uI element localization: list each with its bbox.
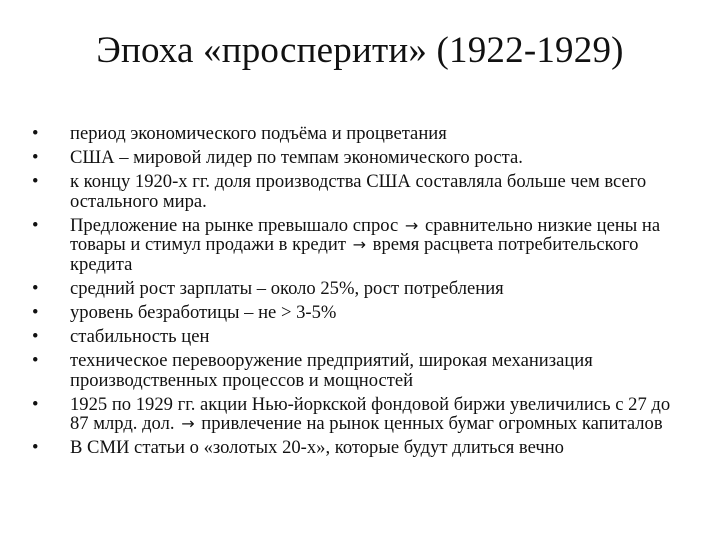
bullet-text: США – мировой лидер по темпам экономического роста. [70, 147, 523, 169]
bullet-text-part: сравнительно низкие цены на товары и стимул продажи в кредит [70, 214, 661, 256]
bullet-text: техническое перевооружение предприятий, широкая механизация производственных процессов и мощностей [70, 350, 593, 391]
arrow-right-icon: → [404, 215, 419, 235]
bullet-text: В СМИ статьи о «золотых 20-х», которые будут длиться вечно [70, 437, 564, 459]
bullet-dot-icon: • [32, 437, 39, 459]
bullet-item [32, 148, 692, 168]
bullet-text: к концу 1920-х гг. доля производства США составляла больше чем всего остального мира. [70, 171, 647, 212]
bullet-item [32, 395, 692, 434]
bullet-text-part: время расцвета потребительского кредита [70, 234, 639, 275]
bullet-dot-icon: • [32, 123, 39, 144]
bullet-item [32, 216, 692, 275]
bullet-dot-icon: • [32, 214, 39, 236]
bullet-text: стабильность цен [70, 326, 210, 348]
bullet-item [32, 124, 692, 144]
bullet-text-part: 1925 по 1929 гг. акции Нью-йоркской фондовой биржи увеличились с 27 до 87 млрд. дол. [70, 393, 671, 435]
bullet-dot-icon: • [32, 171, 39, 193]
bullet-dot-icon: • [32, 147, 39, 169]
bullet-item [32, 438, 692, 458]
bullet-dot-icon: • [32, 277, 39, 299]
bullet-item [32, 351, 692, 390]
bullet-text: средний рост зарплаты – около 25%, рост потребления [70, 277, 504, 299]
bullet-text: уровень безработицы – не > 3-5% [70, 301, 337, 323]
bullet-item [32, 327, 692, 347]
bullet-item [32, 303, 692, 323]
bullet-dot-icon: • [32, 326, 39, 348]
bullet-item [32, 279, 692, 299]
bullet-list [32, 124, 692, 462]
bullet-dot-icon: • [32, 393, 39, 415]
bullet-text-part: привлечение на рынок ценных бумаг огромных капиталов [196, 413, 663, 435]
bullet-item [32, 172, 692, 211]
bullet-dot-icon: • [32, 301, 39, 323]
bullet-dot-icon: • [32, 350, 39, 372]
slide-title: Эпоха «просперити» (1922-1929) [96, 30, 624, 71]
arrow-right-icon: → [181, 414, 195, 434]
bullet-text: период экономического подъёма и процветания [70, 123, 447, 144]
bullet-text-part: Предложение на рынке превышало спрос [70, 214, 403, 236]
arrow-right-icon: → [352, 235, 367, 255]
